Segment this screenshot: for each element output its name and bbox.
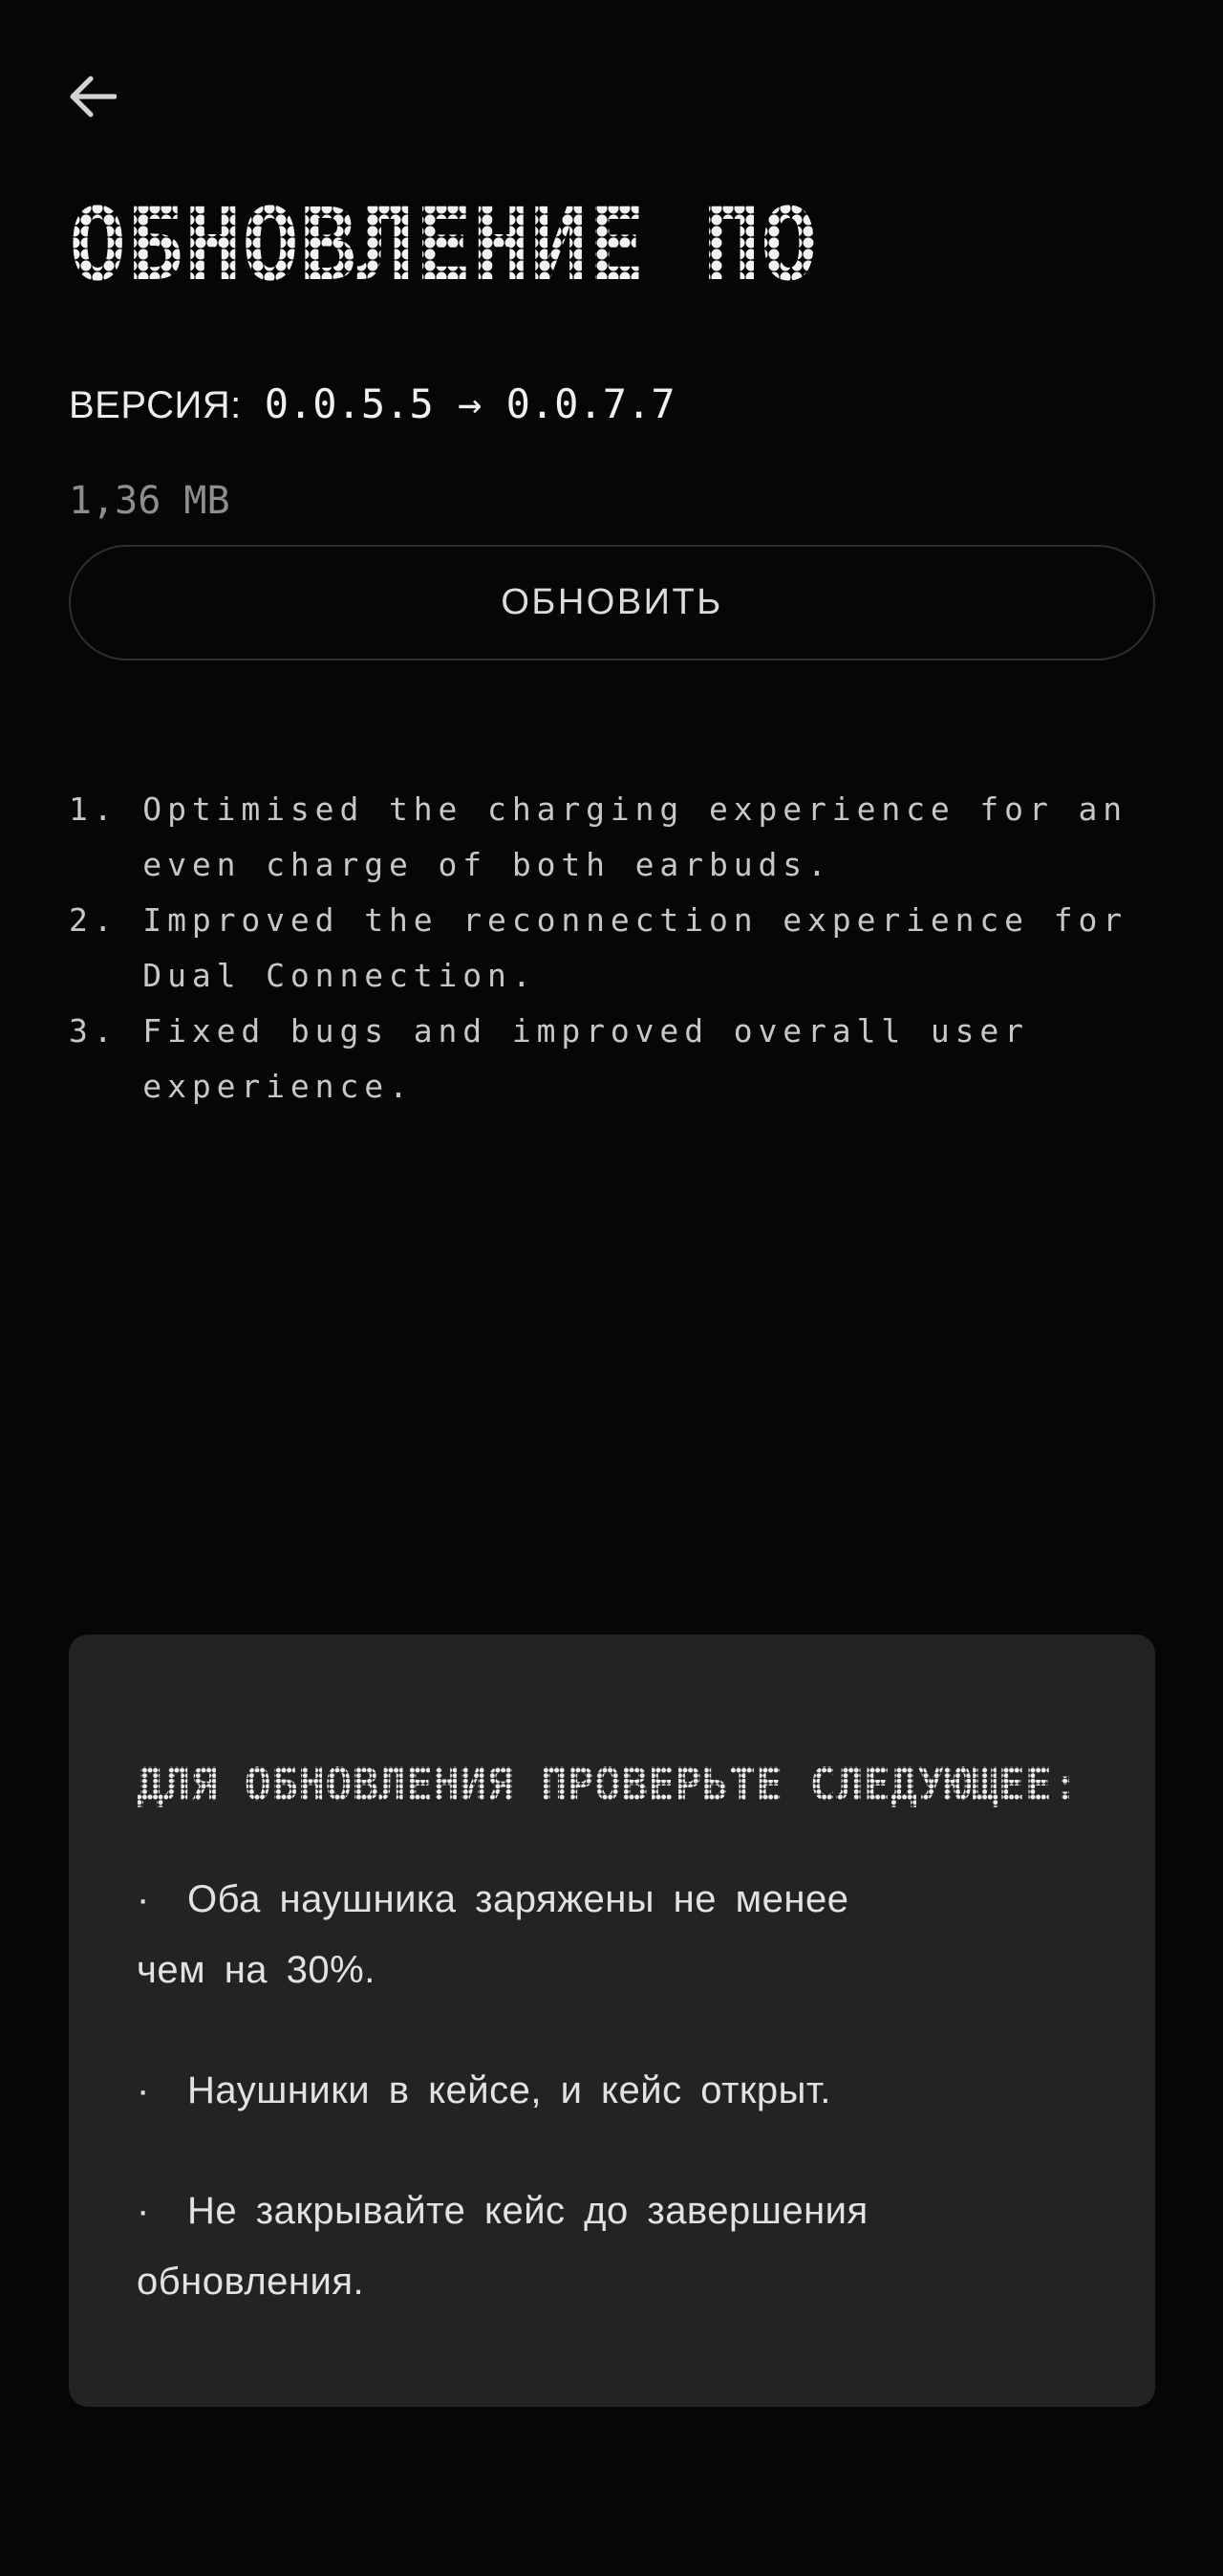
changelog-line: experience. xyxy=(69,1068,414,1105)
bullet-line: · Наушники в кейсе, и кейс открыт. xyxy=(137,2069,831,2111)
page-title xyxy=(69,203,852,300)
requirements-heading xyxy=(137,1757,1092,1818)
changelog-line: 3. Fixed bugs and improved overall user xyxy=(69,1012,1029,1050)
page-title-text: ОБНОВЛЕНИЕ ПО xyxy=(69,203,818,300)
changelog-line: even charge of both earbuds. xyxy=(69,846,832,883)
changelog-list xyxy=(69,782,1127,1115)
update-button[interactable] xyxy=(69,545,1155,660)
requirement-bullet xyxy=(137,2176,1092,2317)
requirements-card xyxy=(69,1634,1155,2407)
bullet-line: · Оба наушника заряжены не менее xyxy=(137,1878,849,1920)
changelog-line: 2. Improved the reconnection experience for xyxy=(69,901,1128,939)
back-arrow-icon xyxy=(69,73,117,120)
requirements-list xyxy=(137,1864,1092,2317)
requirement-bullet xyxy=(137,1864,1092,2005)
update-size: 1,36 MB xyxy=(69,479,230,523)
back-button[interactable] xyxy=(57,61,128,132)
requirements-heading-text: ДЛЯ ОБНОВЛЕНИЯ ПРОВЕРЬТЕ СЛЕДУЮЩЕЕ: xyxy=(137,1759,1079,1811)
bullet-line: чем на 30%. xyxy=(137,1949,375,1991)
bullet-line: · Не закрывайте кейс до завершения xyxy=(137,2190,869,2232)
version-row xyxy=(69,382,676,427)
changelog-line: 1. Optimised the charging experience for an xyxy=(69,790,1128,828)
version-value: 0.0.5.5 → 0.0.7.7 xyxy=(264,380,676,427)
update-button-label: ОБНОВИТЬ xyxy=(501,582,723,622)
version-label: ВЕРСИЯ: xyxy=(69,384,242,426)
requirement-bullet xyxy=(137,2055,1092,2126)
changelog-line: Dual Connection. xyxy=(69,957,537,994)
bullet-line: обновления. xyxy=(137,2261,365,2303)
